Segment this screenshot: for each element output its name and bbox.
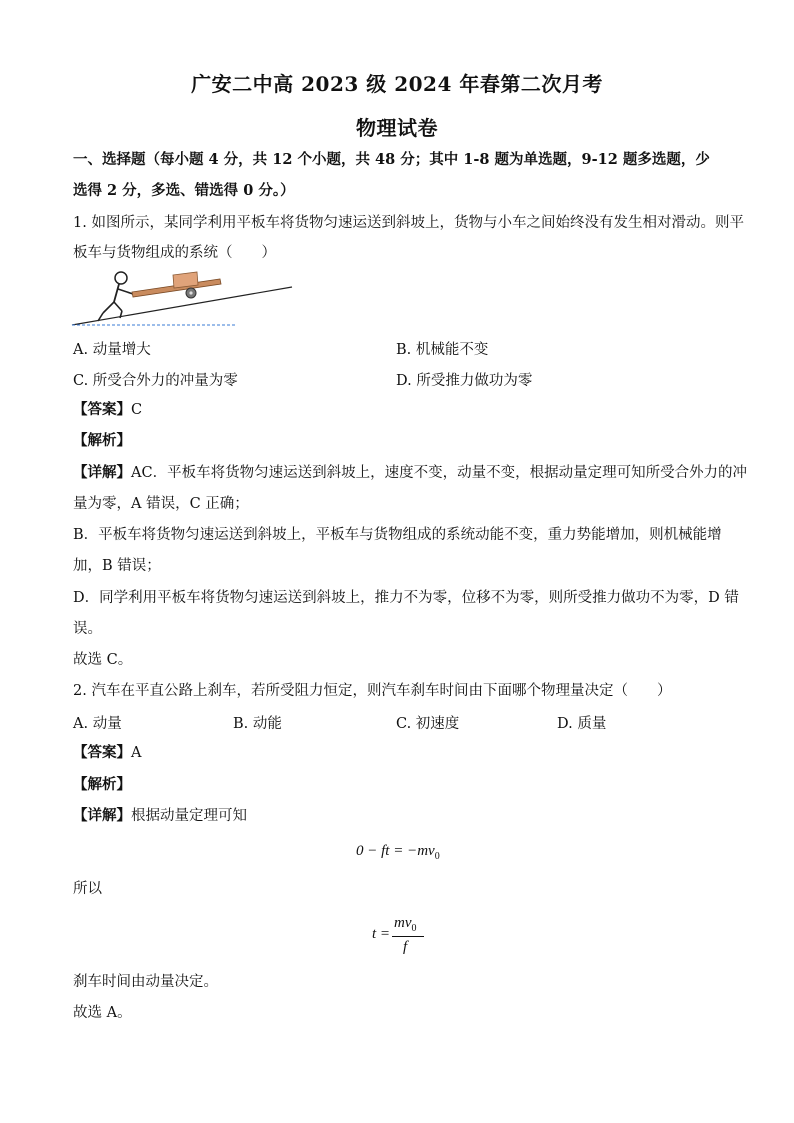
q2-answer-value: A xyxy=(131,745,142,761)
q2-detail-line1 xyxy=(73,806,733,826)
slope-line xyxy=(72,287,292,325)
q1-detail-line2: 量为零，A 错误，C 正确； xyxy=(73,496,249,512)
q2-eq2-fraction-bar xyxy=(392,936,424,937)
q2-so: 所以 xyxy=(73,881,102,897)
q2-option-c: C. 初速度 xyxy=(396,716,460,732)
q2-answer-tag: 【答案】 xyxy=(73,744,131,761)
person-head xyxy=(115,272,127,284)
q2-stem: 2. 汽车在平直公路上刹车，若所受阻力恒定，则汽车刹车时间由下面哪个物理量决定（ ） xyxy=(73,683,672,699)
q1-detail-tag: 【详解】 xyxy=(73,464,131,481)
q2-conclusion: 故选 A。 xyxy=(73,1005,132,1021)
q2-eq2-numerator: $mv_0$ xyxy=(394,915,417,934)
q1-analysis-tag: 【解析】 xyxy=(73,432,131,449)
q1-conclusion: 故选 C。 xyxy=(73,652,133,668)
exam-subtitle: 物理试卷 xyxy=(356,116,438,140)
q1-detail-line6: 误。 xyxy=(73,621,102,637)
q2-detail-tag: 【详解】 xyxy=(73,807,131,824)
person-leg-front xyxy=(114,302,122,311)
q1-detail-line5: D．同学利用平板车将货物匀速运送到斜坡上，推力不为零，位移不为零，则所受推力做功不为零，D 错 xyxy=(73,590,739,606)
q2-option-b: B. 动能 xyxy=(233,716,282,732)
q1-cart-figure xyxy=(70,265,300,335)
q1-answer-value: C xyxy=(131,402,143,418)
q1-detail-line3: B．平板车将货物匀速运送到斜坡上，平板车与货物组成的系统动能不变，重力势能增加，则机械能增 xyxy=(73,527,722,543)
q2-equation-impulse xyxy=(356,843,440,862)
q2-eq2-denominator: f xyxy=(403,939,408,955)
q1-answer-tag: 【答案】 xyxy=(73,401,131,418)
q1-option-d: D. 所受推力做功为零 xyxy=(396,373,533,389)
q2-equation-time xyxy=(372,915,432,959)
exam-title: 广安二中高 2023 级 2024 年春第二次月考 xyxy=(191,72,603,96)
q2-eq2-lhs: t = xyxy=(372,926,391,942)
person-body xyxy=(114,284,119,302)
q1-detail-line1 xyxy=(73,463,748,483)
q1-option-c: C. 所受合外力的冲量为零 xyxy=(73,373,238,389)
q1-option-b: B. 机械能不变 xyxy=(396,342,489,358)
q1-option-a: A. 动量增大 xyxy=(73,342,151,358)
q2-analysis-tag: 【解析】 xyxy=(73,776,131,793)
q2-eq1-sub: 0 xyxy=(434,851,440,862)
q1-detail-text1: AC．平板车将货物匀速运送到斜坡上，速度不变，动量不变，根据动量定理可知所受合外力的冲 xyxy=(131,465,748,481)
person-leg-back xyxy=(103,302,114,313)
q2-option-d: D. 质量 xyxy=(557,716,607,732)
q2-answer-line xyxy=(73,743,733,763)
cargo-box xyxy=(173,272,198,288)
q2-detail-line2: 刹车时间由动量决定。 xyxy=(73,974,218,990)
q1-detail-line4: 加，B 错误； xyxy=(73,558,161,574)
q2-eq1-body: 0 − ft = −mv xyxy=(356,843,435,859)
q1-stem-line1: 1. 如图所示，某同学利用平板车将货物匀速运送到斜坡上，货物与小车之间始终没有发生相对滑动。则平 xyxy=(73,215,744,231)
q1-answer-line xyxy=(73,400,733,420)
section-heading-line2: 选得 2 分，多选、错选得 0 分。） xyxy=(73,182,295,199)
section-heading-line1: 一、选择题（每小题 4 分，共 12 个小题，共 48 分；其中 1-8 题为单选题，9-12 题多选题，少 xyxy=(73,151,710,168)
q1-stem-line2: 板车与货物组成的系统（ ） xyxy=(73,245,276,261)
q2-option-a: A. 动量 xyxy=(73,716,122,732)
q2-detail-text1: 根据动量定理可知 xyxy=(131,808,247,824)
